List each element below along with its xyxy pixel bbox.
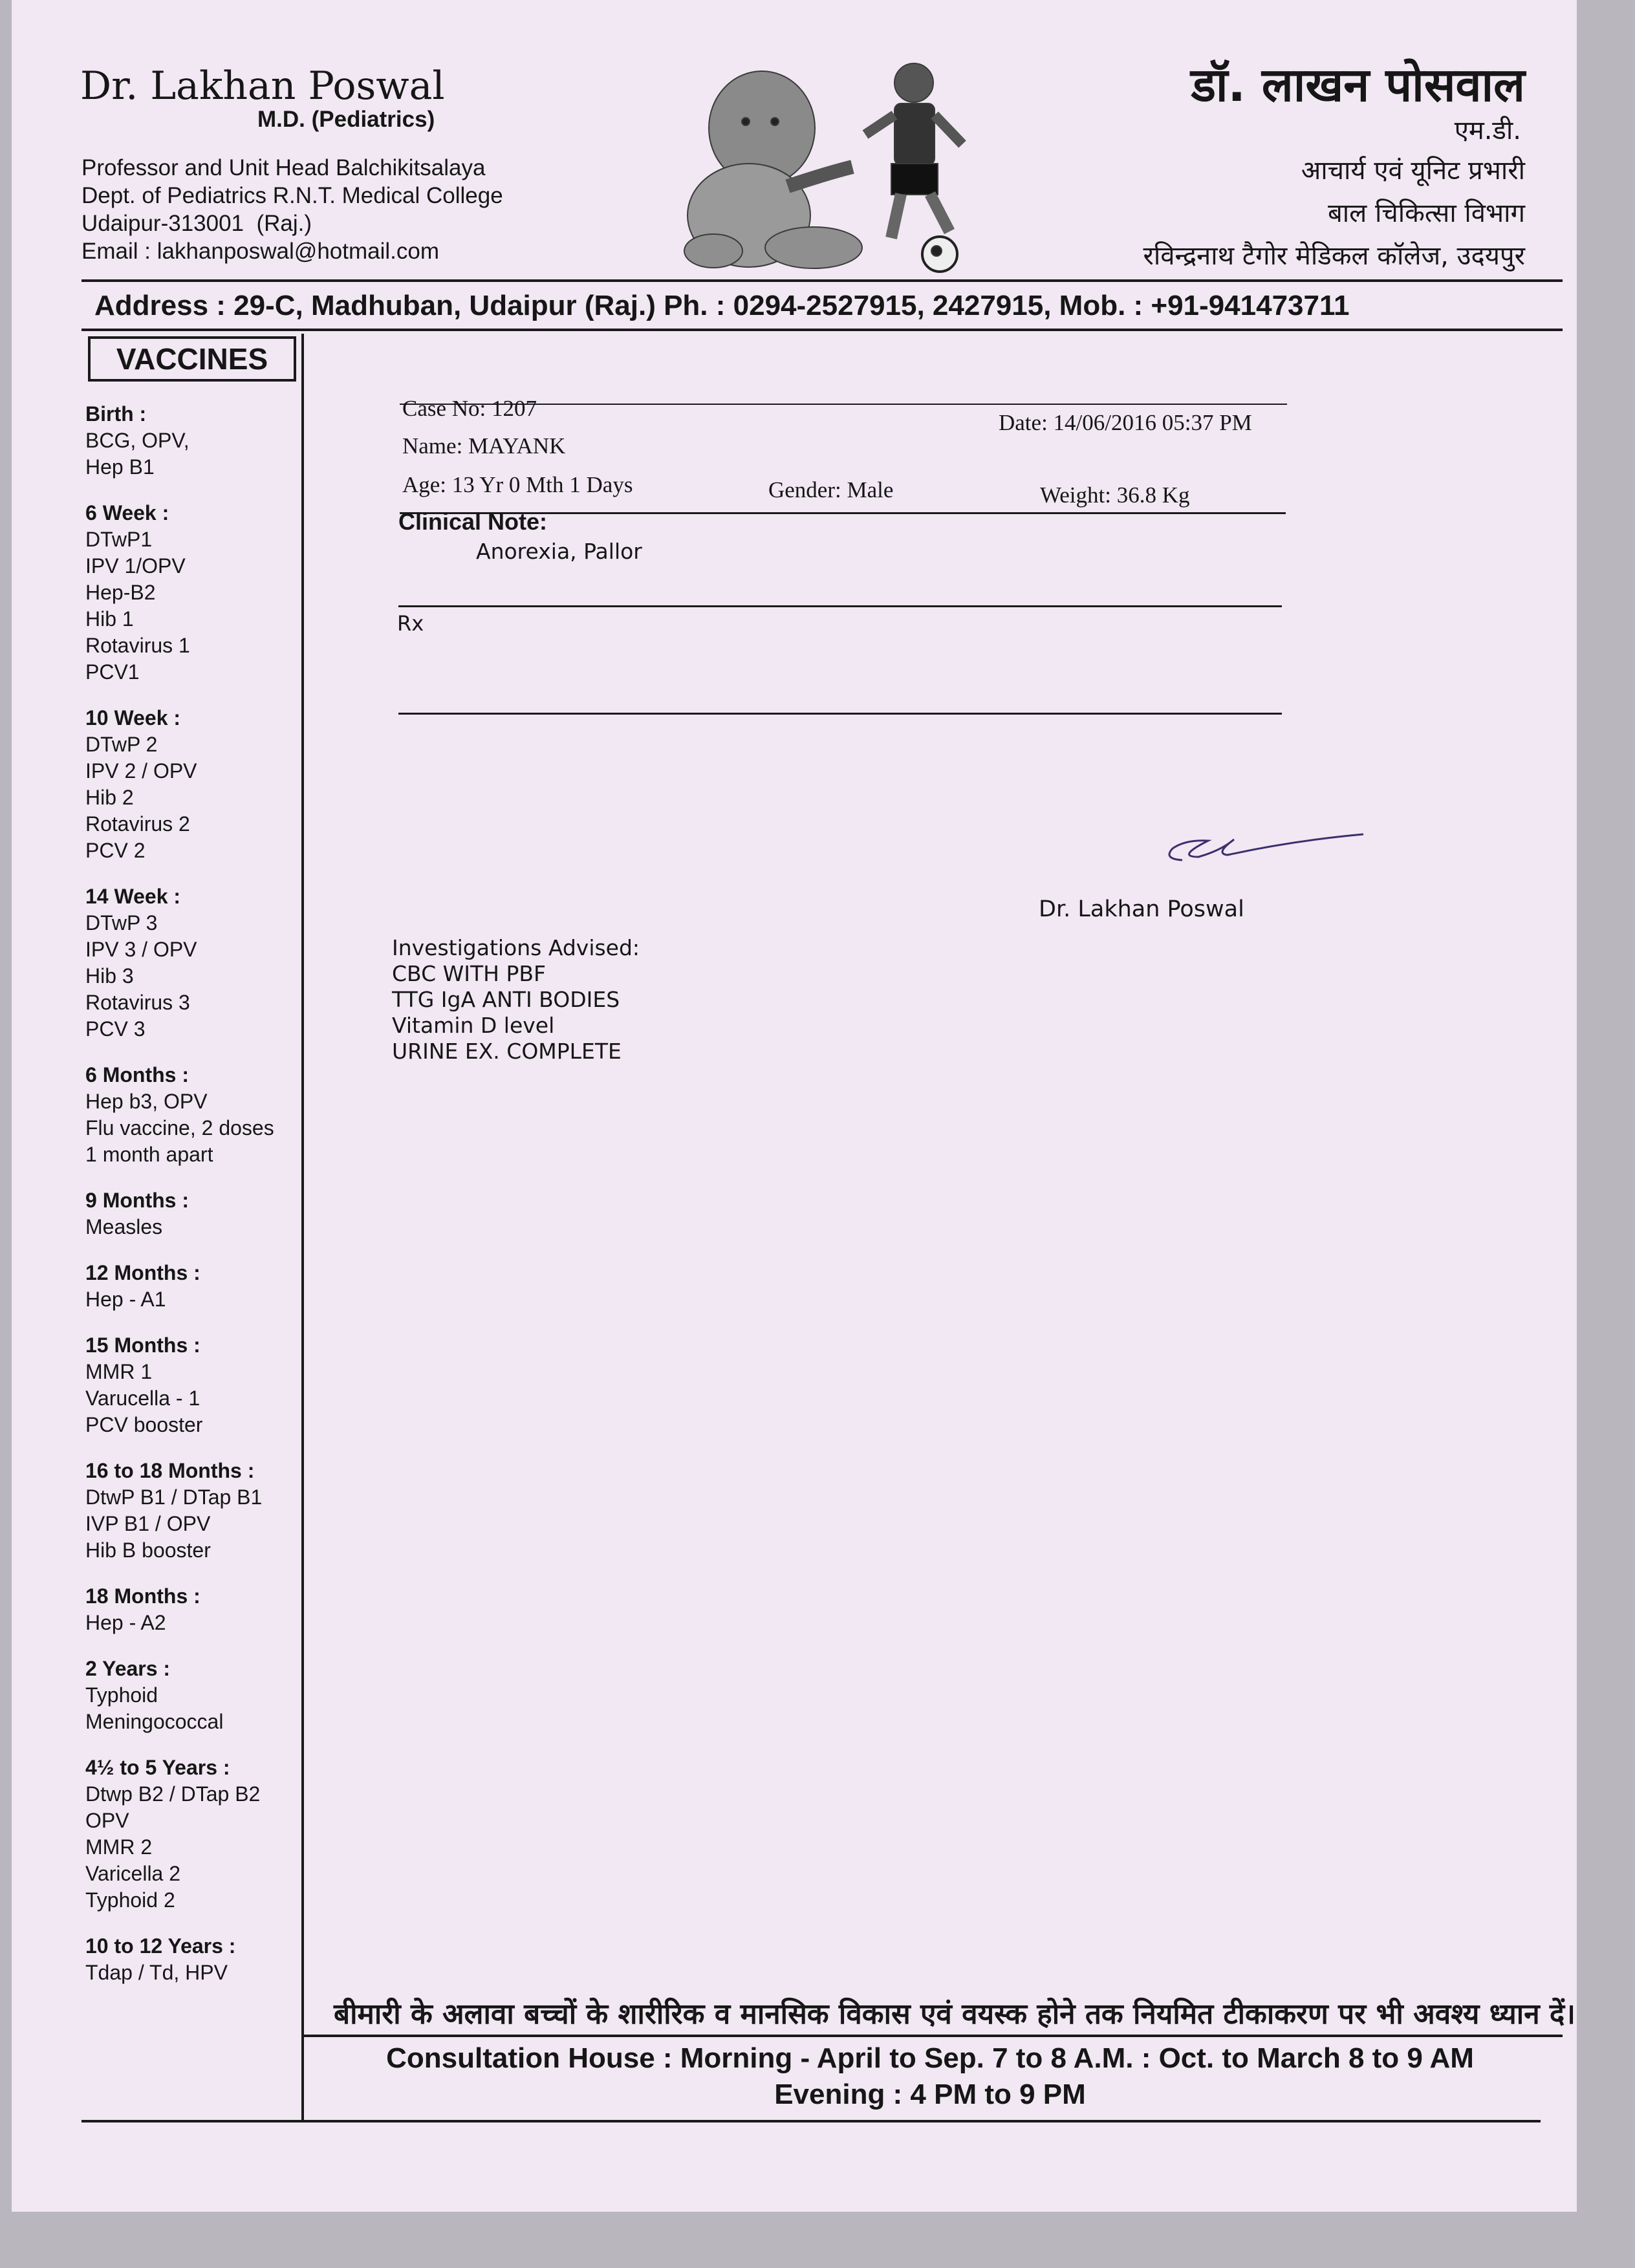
vaccine-group-heading: 9 Months : [85,1189,189,1212]
vaccine-group-heading: 18 Months : [85,1584,200,1608]
vaccine-group-heading: 16 to 18 Months : [85,1459,255,1482]
vaccine-group-heading: 10 Week : [85,706,181,729]
rx-label: Rx [397,611,424,636]
vaccine-item: Varucella - 1 [85,1387,200,1410]
vaccine-item: Meningococcal [85,1710,224,1733]
doctor-name: Dr. Lakhan Poswal [80,63,445,109]
vaccine-item: IPV 3 / OPV [85,938,197,961]
vaccine-item: Hep - A2 [85,1611,166,1634]
vaccine-group-heading: 4½ to 5 Years : [85,1756,230,1779]
investigation-item: TTG IgA ANTI BODIES [392,987,620,1012]
vaccine-group [85,1260,318,1313]
vaccine-item: Hib B booster [85,1539,211,1562]
vaccine-item: Flu vaccine, 2 doses [85,1116,274,1139]
vaccine-item: IPV 1/OPV [85,554,186,578]
vaccine-group [85,401,318,481]
vaccine-item: Rotavirus 1 [85,634,190,657]
vaccine-item: OPV [85,1809,129,1832]
vaccine-group-heading: 15 Months : [85,1334,200,1357]
vaccine-item: PCV booster [85,1413,203,1436]
rx-rule [398,713,1282,715]
vaccine-item: Hep b3, OPV [85,1090,208,1113]
vaccine-schedule [85,401,318,2005]
vaccine-group [85,705,318,864]
signature-name: Dr. Lakhan Poswal [1039,896,1244,922]
vaccine-group [85,1332,318,1438]
vaccine-group [85,1933,318,1986]
hindi-degree: एम.डी. [1454,116,1521,146]
vaccine-item: Tdap / Td, HPV [85,1961,228,1984]
vaccine-group [85,1583,318,1636]
vaccines-title-box [88,336,296,382]
designation: Professor and Unit Head Balchikitsalaya [81,155,486,180]
footer-rule-top [303,2035,1563,2037]
vaccine-group [85,1458,318,1564]
investigation-item: URINE EX. COMPLETE [392,1039,622,1064]
vaccine-item: Typhoid [85,1683,158,1707]
header-rule-bottom [81,329,1563,331]
vaccine-item: PCV1 [85,660,140,684]
vaccine-group [85,1656,318,1735]
investigations-heading: Investigations Advised: [392,935,640,960]
vaccine-item: Hep B1 [85,455,155,479]
patient-age: Age: 13 Yr 0 Mth 1 Days [402,472,633,497]
vaccine-item: DTwP 2 [85,733,158,756]
vaccine-group-heading: 2 Years : [85,1657,171,1680]
city: Udaipur-313001 (Raj.) [81,211,312,236]
patient-name: Name: MAYANK [402,433,566,459]
vaccine-item: Rotavirus 3 [85,991,190,1014]
address-line: Address : 29-C, Madhuban, Udaipur (Raj.) Ph. : 0294-2527915, 2427915, Mob. : +91-941473711 [94,290,1350,321]
vaccine-item: Varicella 2 [85,1862,181,1885]
vaccine-item: Hib 1 [85,607,134,631]
evening-hours: Evening : 4 PM to 9 PM [774,2079,1086,2110]
doctor-degree: M.D. (Pediatrics) [257,107,435,132]
vaccine-group [85,883,318,1042]
hindi-designation: आचार्य एवं यूनिट प्रभारी [1301,156,1525,186]
vaccine-item: PCV 2 [85,839,146,862]
hindi-college: रविन्द्रनाथ टैगोर मेडिकल कॉलेज, उदयपुर [1143,241,1525,271]
visit-date: Date: 14/06/2016 05:37 PM [999,410,1252,435]
investigations-advised [392,935,640,1064]
case-number: Case No: 1207 [402,396,537,421]
vaccine-item: DTwP1 [85,528,153,551]
children-illustration [678,57,1040,280]
header-rule-top [81,279,1563,282]
vaccine-item: Rotavirus 2 [85,812,190,836]
investigation-item: Vitamin D level [392,1013,555,1038]
vaccine-item: PCV 3 [85,1017,146,1041]
email-label: Email : [81,239,151,264]
vaccines-title: VACCINES [116,342,268,376]
vaccine-column-divider [301,334,304,2121]
prescription-sheet [12,0,1577,2212]
clinical-note: Anorexia, Pallor [476,539,642,564]
consultation-hours: Consultation House : Morning - April to Sep. 7 to 8 A.M. : Oct. to March 8 to 9 AM [386,2042,1474,2074]
hindi-department: बाल चिकित्सा विभाग [1327,199,1525,228]
vaccine-item: DTwP 3 [85,911,158,934]
vaccine-group-heading: 6 Months : [85,1063,189,1086]
doctor-info [81,154,503,265]
vaccine-item: 1 month apart [85,1143,213,1166]
vaccine-item: IVP B1 / OPV [85,1512,211,1535]
vaccine-item: Hep-B2 [85,581,156,604]
vaccine-group [85,500,318,686]
department: Dept. of Pediatrics R.N.T. Medical College [81,183,503,208]
vaccine-item: Hep - A1 [85,1288,166,1311]
hindi-doctor-name: डॉ. लाखन पोसवाल [1191,58,1525,112]
email: lakhanposwal@hotmail.com [157,239,439,264]
clinical-note-heading: Clinical Note: [398,508,548,535]
vaccine-group-heading: 14 Week : [85,885,181,908]
vaccine-item: Dtwp B2 / DTap B2 [85,1782,261,1806]
vaccine-group [85,1062,318,1168]
vaccine-item: IPV 2 / OPV [85,759,197,783]
vaccine-item: Hib 3 [85,964,134,988]
vaccine-group-heading: 12 Months : [85,1261,200,1284]
vaccine-group-heading: 10 to 12 Years : [85,1934,236,1958]
vaccine-item: MMR 2 [85,1835,153,1859]
investigation-item: CBC WITH PBF [392,961,546,986]
vaccine-item: Hib 2 [85,786,134,809]
vaccine-item: Measles [85,1215,163,1238]
clinical-rule [398,605,1282,607]
vaccine-item: Typhoid 2 [85,1888,175,1912]
vaccine-group-heading: 6 Week : [85,501,169,524]
vaccine-item: MMR 1 [85,1360,153,1383]
patient-gender: Gender: Male [768,477,894,502]
doctor-signature [1137,821,1370,880]
patient-weight: Weight: 36.8 Kg [1040,482,1190,508]
hindi-vaccination-note: बीमारी के अलावा बच्चों के शारीरिक व मानसिक विकास एवं वयस्क होने तक नियमित टीकाकरण पर भी अवश्य ध्यान दें। [334,1998,1575,2031]
footer-rule-bottom [81,2120,1541,2122]
vaccine-group-heading: Birth : [85,402,147,426]
vaccine-group [85,1187,318,1240]
vaccine-item: DtwP B1 / DTap B1 [85,1485,263,1509]
vaccine-group [85,1755,318,1914]
vaccine-item: BCG, OPV, [85,429,189,452]
